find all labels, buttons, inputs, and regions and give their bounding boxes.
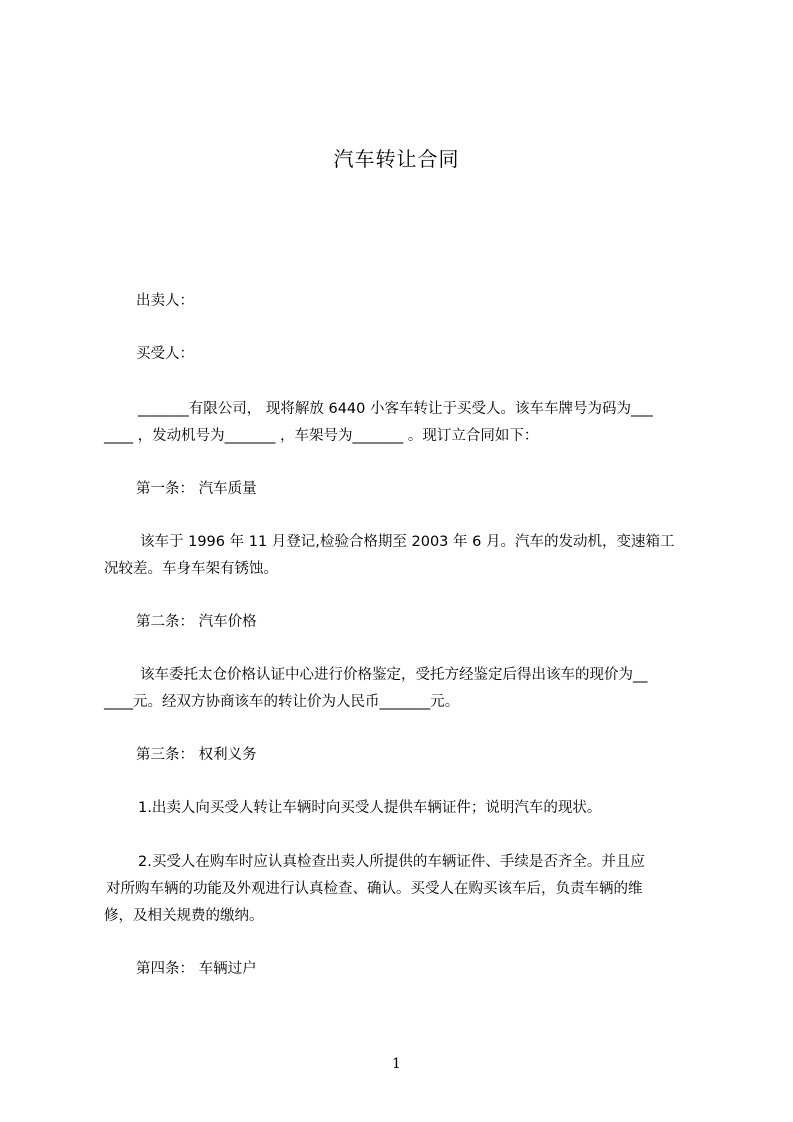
- article-3-heading: 第三条： 权利义务: [136, 747, 257, 763]
- article-2-heading: 第二条： 汽车价格: [136, 614, 257, 630]
- article-3-item-2-line-3: 修，及相关规费的缴纳。: [104, 908, 264, 924]
- article-1-heading: 第一条： 汽车质量: [136, 481, 257, 497]
- article-1-line-1: 该车于 1996 年 11 月登记,检验合格期至 2003 年 6 月。汽车的发动机，变速箱工: [140, 534, 675, 550]
- article-1-line-2: 况较差。车身车架有锈蚀。: [104, 561, 278, 577]
- intro-line-2: ____ ，发动机号为_______ ，车架号为_______ 。现订立合同如下：: [104, 428, 539, 444]
- buyer-label: 买受人：: [136, 346, 194, 362]
- page-number: 1: [392, 1056, 401, 1072]
- seller-label: 出卖人：: [136, 293, 194, 309]
- article-3-item-1: 1.出卖人向买受人转让车辆时向买受人提供车辆证件；说明汽车的现状。: [138, 800, 602, 816]
- article-3-item-2-line-2: 对所购车辆的功能及外观进行认真检查、确认。买受人在购买该车后，负责车辆的维: [106, 881, 643, 897]
- article-2-line-1: 该车委托太仓价格认证中心进行价格鉴定，受托方经鉴定后得出该车的现价为__: [140, 667, 648, 683]
- article-4-heading: 第四条： 车辆过户: [136, 961, 257, 977]
- intro-line-1: _______有限公司， 现将解放 6440 小客车转让于买受人。该车车牌号为码为___: [138, 401, 653, 417]
- document-title: 汽车转让合同: [333, 147, 460, 171]
- article-2-line-2: ____元。经双方协商该车的转让价为人民币_______元。: [104, 694, 460, 710]
- article-3-item-2-line-1: 2.买受人在购车时应认真检查出卖人所提供的车辆证件、手续是否齐全。并且应: [138, 854, 645, 870]
